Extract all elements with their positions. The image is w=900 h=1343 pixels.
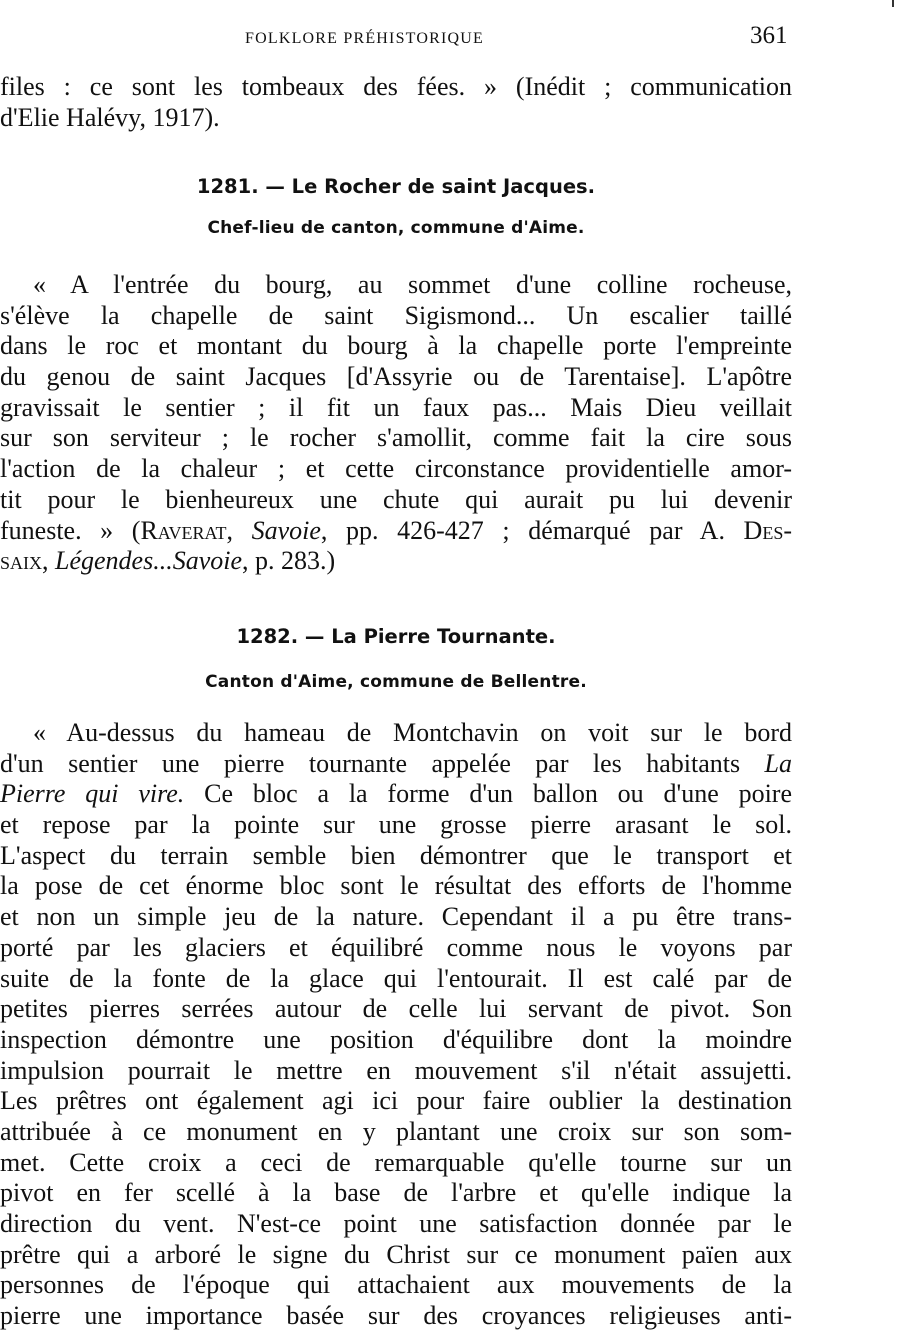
citation-author: Des- (743, 515, 792, 545)
citation-line (0, 516, 792, 547)
text-line: pivot en fer scellé à la base de l'arbre et qu'elle indique la (0, 1178, 792, 1208)
citation-author: Raverat (140, 515, 227, 545)
text-line: direction du vent. N'est-ce point une satisfaction donnée par le (0, 1209, 792, 1238)
text-line: sur son serviteur ; le rocher s'amollit, comme fait la cire sous (0, 423, 792, 453)
citation-line (0, 546, 792, 577)
text-line: attribuée à ce monument en y plantant une croix sur son som- (0, 1116, 792, 1146)
text-line: porté par les glaciers et équilibré comme nous le voyons par (0, 932, 792, 962)
citation-work: Savoie (251, 515, 321, 545)
text-line: « Au-dessus du hameau de Montchavin on voit sur le bord (33, 718, 792, 747)
text-line (0, 749, 792, 780)
section-1282-subtitle: Canton d'Aime, commune de Bellentre. (205, 672, 587, 692)
citation-pre: funeste. » ( (0, 515, 141, 545)
citation-sep: , (42, 546, 56, 576)
running-title: FOLKLORE PRÉHISTORIQUE (245, 30, 485, 47)
text-line: du genou de saint Jacques [d'Assyrie ou de Tarentaise]. L'apôtre (0, 362, 792, 392)
text-line: prêtre qui a arboré le signe du Christ sur ce monument païen aux (0, 1239, 792, 1269)
text-line: dans le roc et montant du bourg à la chapelle porte l'empreinte (0, 331, 792, 361)
text-line: gravissait le sentier ; il fit un faux pas... Mais Dieu veillait (0, 392, 792, 422)
text-line: suite de la fonte de la glace qui l'entourait. Il est calé par de (0, 963, 792, 993)
citation-author: saix (0, 546, 43, 576)
text-run-italic: Pierre qui vire. (0, 779, 185, 809)
text-line: « A l'entrée du bourg, au sommet d'une colline rocheuse, (33, 270, 792, 299)
text-line: la pose de cet énorme bloc sont le résultat des efforts de l'homme (0, 871, 792, 901)
text-run: d'un sentier une pierre tournante appelée par les habitants (0, 748, 765, 778)
text-line: impulsion pourrait le mettre en mouvement s'il n'était assujetti. (0, 1055, 792, 1085)
text-line: pierre une importance basée sur des croyances religieuses anti- (0, 1301, 792, 1331)
intro-paragraph (0, 72, 900, 133)
section-1282-paragraph (0, 718, 900, 1332)
text-line: personnes de l'époque qui attachaient aux mouvements de la (0, 1270, 792, 1300)
text-line: d'Elie Halévy, 1917). (0, 102, 220, 132)
text-line: petites pierres serrées autour de celle lui servant de pivot. Son (0, 994, 792, 1024)
text-line: s'élève la chapelle de saint Sigismond... Un escalier taillé (0, 300, 792, 330)
section-1281-subtitle: Chef-lieu de canton, commune d'Aime. (207, 218, 585, 238)
text-line: et non un simple jeu de la nature. Cependant il a pu être trans- (0, 902, 792, 932)
text-line: Les prêtres ont également agi ici pour faire oublier la destination (0, 1086, 792, 1116)
text-run: Ce bloc a la forme d'un ballon ou d'une poire (184, 779, 792, 809)
text-line: tit pour le bienheureux une chute qui aurait pu lui devenir (0, 484, 792, 514)
text-line: L'aspect du terrain semble bien démontrer que le transport et (0, 840, 792, 870)
scan-edge-mark (892, 0, 894, 7)
text-line: l'action de la chaleur ; et cette circonstance providentielle amor- (0, 454, 792, 484)
citation-work: Légendes...Savoie (55, 546, 243, 576)
text-line: inspection démontre une position d'équilibre dont la moindre (0, 1024, 792, 1054)
citation-pages: , p. 283.) (242, 546, 336, 576)
citation-sep: , (226, 515, 252, 545)
page-number: 361 (750, 22, 788, 49)
running-head (0, 22, 900, 56)
section-1281-title: 1281. — Le Rocher de saint Jacques. (196, 175, 596, 198)
citation-pages: , pp. 426-427 ; démarqué par A. (320, 515, 744, 545)
text-line: files : ce sont les tombeaux des fées. » (Inédit ; communication (0, 72, 792, 101)
section-1282-title: 1282. — La Pierre Tournante. (236, 625, 556, 648)
text-line: met. Cette croix a ceci de remarquable qu'elle tourne sur un (0, 1147, 792, 1177)
section-1281-paragraph (0, 270, 900, 577)
text-line (0, 779, 792, 810)
text-run-italic: La (764, 748, 792, 778)
text-line: et repose par la pointe sur une grosse pierre arasant le sol. (0, 810, 792, 840)
